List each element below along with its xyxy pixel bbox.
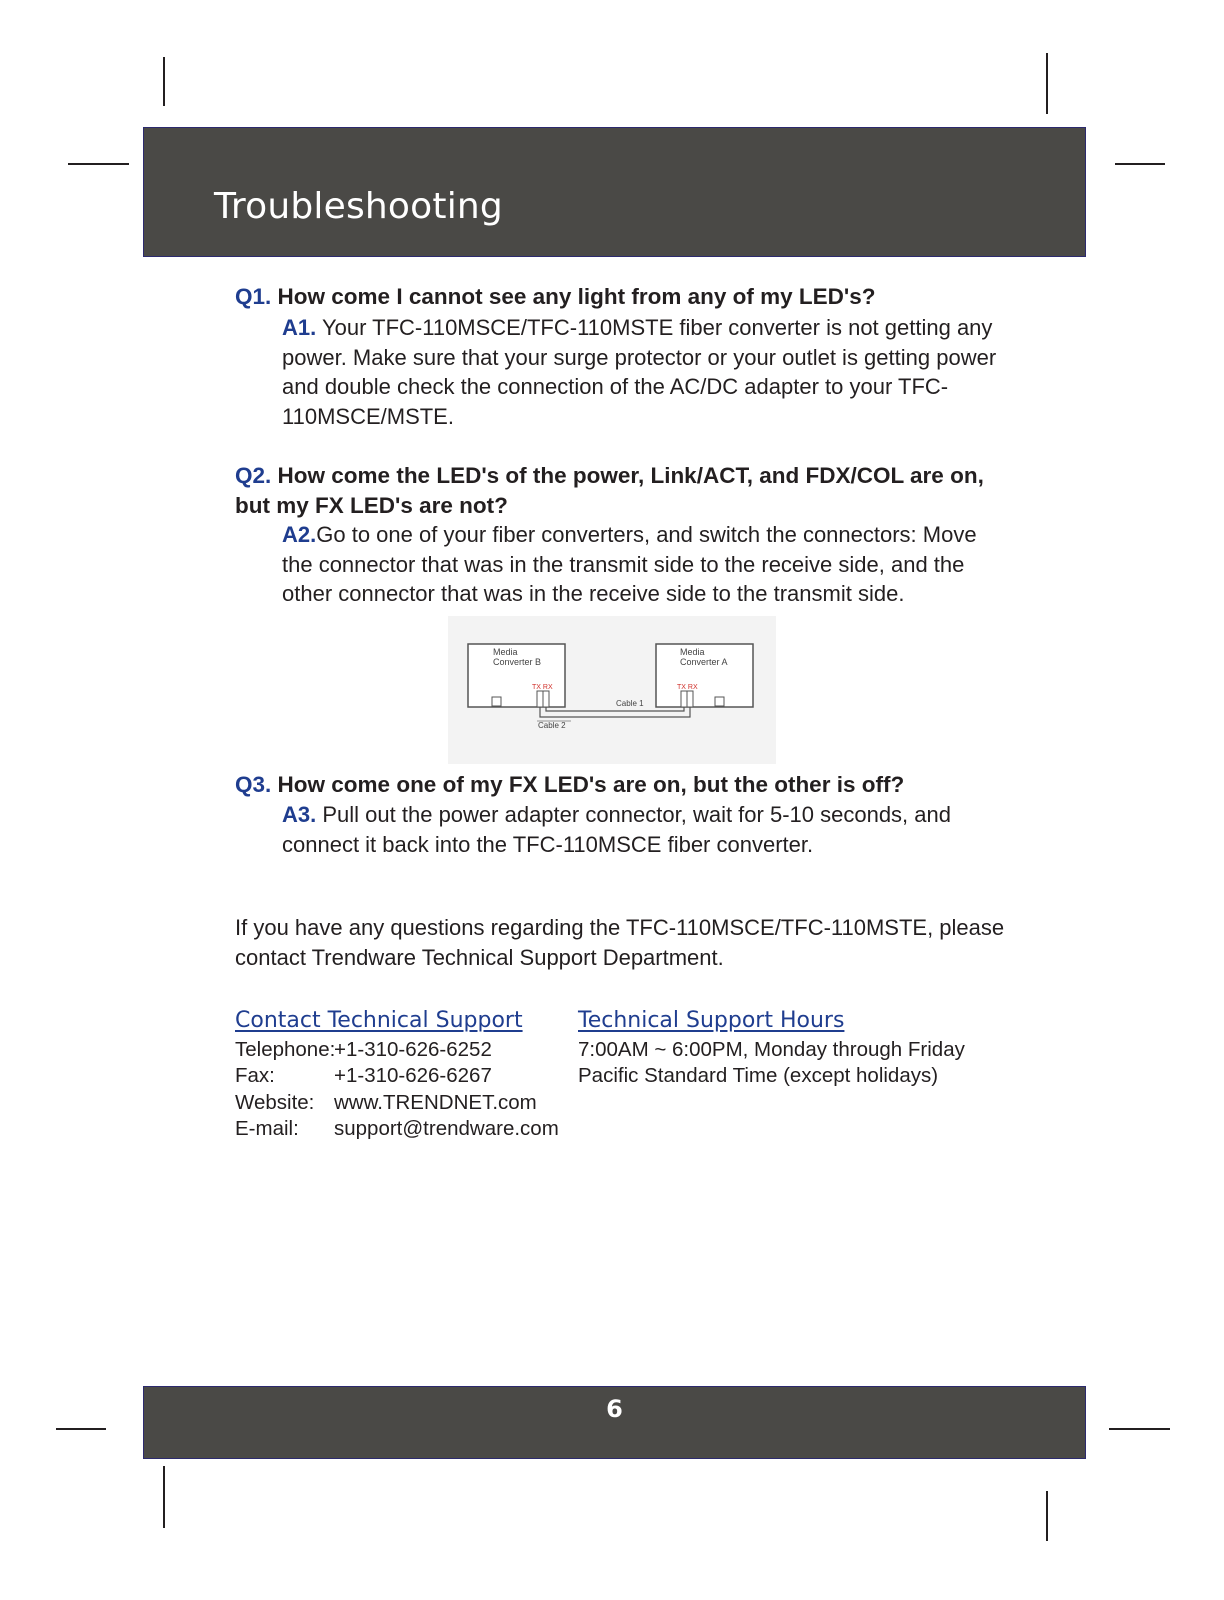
question-text: How come one of my FX LED's are on, but the other is off? [277, 772, 905, 797]
cable-2-label: Cable 2 [538, 721, 566, 730]
answer-2 [282, 520, 1002, 609]
contact-heading: Contact Technical Support [235, 1008, 523, 1033]
contact-row-email [235, 1116, 559, 1143]
hours-heading: Technical Support Hours [578, 1008, 845, 1033]
question-tag: Q3. [235, 772, 272, 797]
crop-mark [1046, 53, 1048, 114]
hours-block [578, 1008, 965, 1090]
question-text: How come the LED's of the power, Link/ACT, and FDX/COL are on, but my FX LED's are not? [235, 463, 984, 518]
converter-b-indicator [492, 697, 501, 706]
crop-mark [1115, 163, 1165, 165]
support-intro: If you have any questions regarding the TFC-110MSCE/TFC-110MSTE, please contact Trendware Technical Support Department. [235, 915, 1005, 970]
answer-tag: A2. [282, 522, 317, 547]
cable-diagram-svg [448, 616, 776, 764]
page-title: Troubleshooting [214, 186, 503, 227]
contact-label: Fax: [235, 1064, 275, 1087]
answer-text: Pull out the power adapter connector, wait for 5-10 seconds, and connect it back into the TFC-110MSCE fiber converter. [282, 802, 951, 857]
answer-tag: A1. [282, 315, 317, 340]
contact-row-telephone [235, 1037, 559, 1064]
contact-block [235, 1008, 559, 1143]
cable-2-line [540, 707, 690, 717]
converter-a-label-1: Media [680, 647, 705, 657]
contact-row-fax [235, 1063, 559, 1090]
answer-1 [282, 313, 1002, 431]
converter-a-port-label: TX RX [677, 684, 698, 691]
header-band [143, 127, 1086, 257]
converter-a-indicator [715, 697, 724, 706]
contact-label: Telephone: [235, 1037, 336, 1061]
crop-mark [68, 163, 129, 165]
crop-mark [56, 1428, 106, 1430]
converter-b-label-1: Media [493, 647, 518, 657]
question-tag: Q2. [235, 463, 272, 488]
question-text: How come I cannot see any light from any of my LED's? [277, 284, 876, 309]
converter-b-label-2: Converter B [493, 657, 542, 667]
answer-tag: A3. [282, 802, 317, 827]
crop-mark [163, 1466, 165, 1528]
cable-1-label: Cable 1 [616, 699, 644, 708]
question-tag: Q1. [235, 284, 272, 309]
contact-row-website [235, 1090, 559, 1117]
contact-value: +1-310-626-6267 [334, 1064, 492, 1087]
email-link[interactable]: support@trendware.com [334, 1117, 559, 1140]
website-link[interactable]: www.TRENDNET.com [334, 1090, 537, 1114]
hours-line: 7:00AM ~ 6:00PM, Monday through Friday [578, 1037, 965, 1061]
converter-b-port-label: TX RX [532, 684, 553, 691]
page-number: 6 [606, 1395, 623, 1423]
contact-label: Website: [235, 1090, 315, 1114]
answer-text: Your TFC-110MSCE/TFC-110MSTE fiber converter is not getting any power. Make sure that your surge protector or your outlet is getting power and double check the connection of the AC/DC adapter to your TFC-110MSCE/MSTE. [282, 315, 997, 429]
crop-mark [1109, 1428, 1170, 1430]
question-2 [235, 461, 1015, 521]
answer-text: Go to one of your fiber converters, and switch the connectors: Move the connector that was in the transmit side to the receive side, and the other connector that was in the receive side to the transmit side. [282, 522, 977, 606]
contact-value: +1-310-626-6252 [334, 1037, 492, 1061]
question-3 [235, 770, 1015, 800]
hours-line: Pacific Standard Time (except holidays) [578, 1064, 939, 1087]
footer-band [143, 1386, 1086, 1459]
contact-label: E-mail: [235, 1117, 299, 1140]
crop-mark [1046, 1491, 1048, 1541]
crop-mark [163, 57, 165, 106]
answer-3 [282, 800, 1002, 859]
question-1 [235, 282, 1015, 312]
cable-diagram [448, 616, 776, 764]
converter-a-label-2: Converter A [680, 657, 728, 667]
